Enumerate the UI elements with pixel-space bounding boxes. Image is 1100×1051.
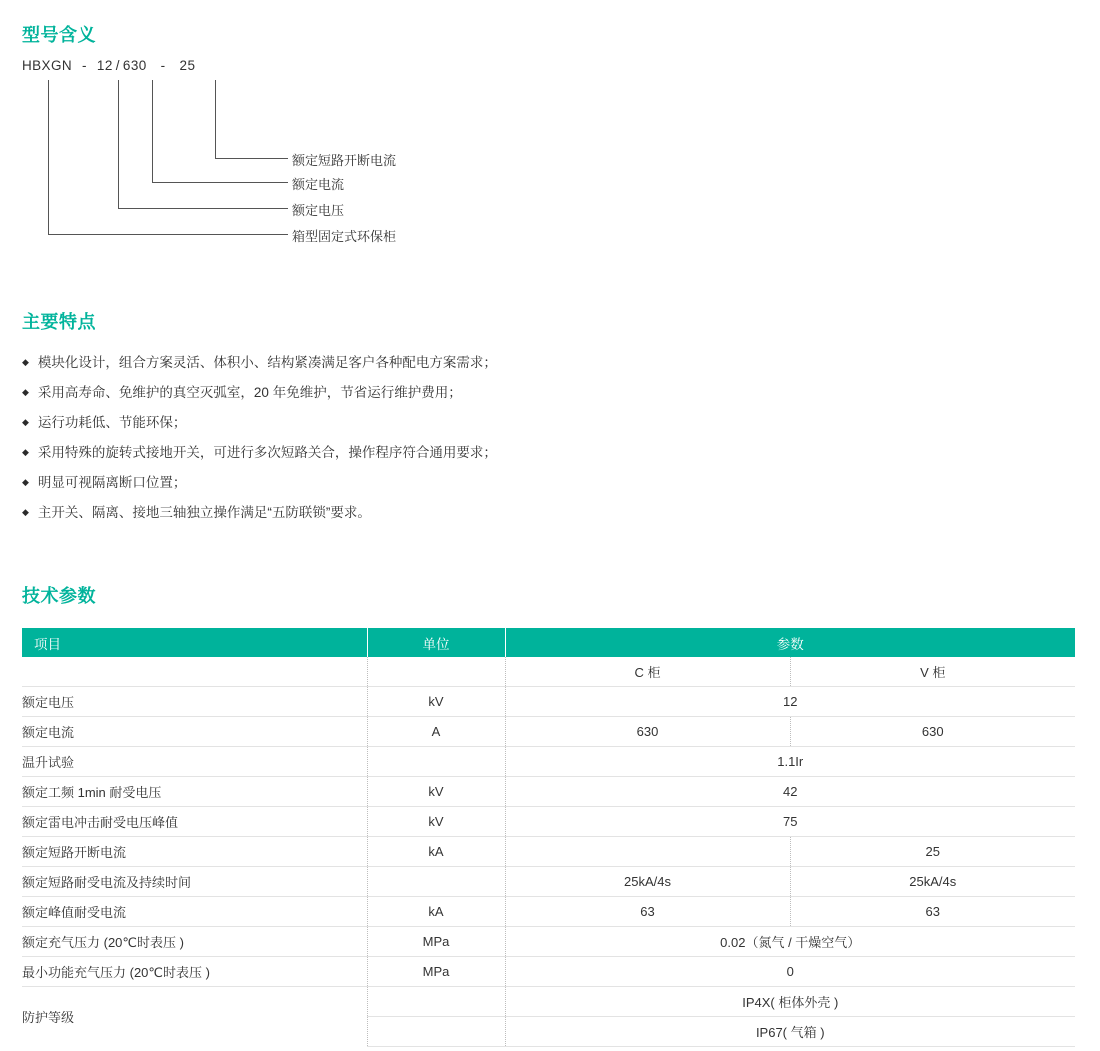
row-value: 42 xyxy=(505,777,1075,807)
row-unit: kA xyxy=(367,897,505,927)
table-row xyxy=(22,897,1075,927)
model-code-dash2: - xyxy=(160,58,166,73)
row-unit: MPa xyxy=(367,957,505,987)
feature-text: 运行功耗低、节能环保； xyxy=(37,415,187,430)
row-item: 额定短路耐受电流及持续时间 xyxy=(22,867,367,897)
leader-line-v-current xyxy=(152,80,153,182)
row-value-v: 25kA/4s xyxy=(790,867,1075,897)
leader-line-v-type xyxy=(48,80,49,234)
list-item xyxy=(22,438,1022,468)
diamond-bullet-icon: ◆ xyxy=(22,357,29,367)
leader-line-h-breaking xyxy=(215,158,288,159)
row-unit: kV xyxy=(367,807,505,837)
table-row xyxy=(22,957,1075,987)
row-item: 额定电流 xyxy=(22,717,367,747)
col-header-item: 项目 xyxy=(22,628,367,657)
table-row xyxy=(22,717,1075,747)
row-unit: kA xyxy=(367,837,505,867)
row-value-protection-gasbox: IP67( 气箱 ) xyxy=(505,1017,1075,1047)
feature-text: 采用高寿命、免维护的真空灭弧室，20 年免维护，节省运行维护费用； xyxy=(37,385,462,400)
row-value: 75 xyxy=(505,807,1075,837)
model-code-string xyxy=(22,58,195,73)
table-subheader-row xyxy=(22,657,1075,687)
list-item xyxy=(22,378,1022,408)
row-value-c: 630 xyxy=(505,717,790,747)
table-row xyxy=(22,747,1075,777)
table-row xyxy=(22,687,1075,717)
row-unit xyxy=(367,1017,505,1047)
subheader-v-cabinet: V 柜 xyxy=(790,657,1075,687)
subheader-item xyxy=(22,657,367,687)
leader-line-v-breaking xyxy=(215,80,216,158)
row-item: 额定电压 xyxy=(22,687,367,717)
diamond-bullet-icon: ◆ xyxy=(22,387,29,397)
row-unit xyxy=(367,867,505,897)
row-item: 额定雷电冲击耐受电压峰值 xyxy=(22,807,367,837)
row-item: 额定短路开断电流 xyxy=(22,837,367,867)
spec-table-container xyxy=(22,628,1075,1047)
model-code-diagram xyxy=(22,58,542,258)
spec-table xyxy=(22,628,1075,1047)
feature-text: 明显可视隔离断口位置； xyxy=(37,475,187,490)
section-title-features: 主要特点 xyxy=(22,312,96,332)
leader-line-v-voltage xyxy=(118,80,119,208)
list-item xyxy=(22,408,1022,438)
table-row xyxy=(22,807,1075,837)
model-code-name: HBXGN xyxy=(22,58,73,73)
row-value-v: 25 xyxy=(790,837,1075,867)
model-code-dash1: - xyxy=(82,58,87,73)
row-value: 0 xyxy=(505,957,1075,987)
leader-line-h-type xyxy=(48,234,288,235)
row-value-c: 25kA/4s xyxy=(505,867,790,897)
row-item-protection: 防护等级 xyxy=(22,987,367,1047)
diamond-bullet-icon: ◆ xyxy=(22,417,29,427)
leader-label-current: 额定电流 xyxy=(292,177,345,192)
row-item: 温升试验 xyxy=(22,747,367,777)
list-item xyxy=(22,468,1022,498)
row-value-c xyxy=(505,837,790,867)
features-list xyxy=(22,348,1022,528)
row-unit: kV xyxy=(367,777,505,807)
model-code-current: 630 xyxy=(122,58,147,73)
row-item: 最小功能充气压力 (20℃时表压 ) xyxy=(22,957,367,987)
leader-label-type: 箱型固定式环保柜 xyxy=(292,229,397,244)
row-item: 额定峰值耐受电流 xyxy=(22,897,367,927)
row-value: 12 xyxy=(505,687,1075,717)
model-code-voltage: 12 xyxy=(96,58,113,73)
row-value-v: 630 xyxy=(790,717,1075,747)
row-unit xyxy=(367,747,505,777)
table-header-row xyxy=(22,628,1075,657)
diamond-bullet-icon: ◆ xyxy=(22,477,29,487)
row-unit xyxy=(367,987,505,1017)
model-code-breaking: 25 xyxy=(179,58,196,73)
feature-text: 模块化设计，组合方案灵活、体积小、结构紧凑满足客户各种配电方案需求； xyxy=(37,355,497,370)
diamond-bullet-icon: ◆ xyxy=(22,447,29,457)
leader-label-voltage: 额定电压 xyxy=(292,203,345,218)
subheader-c-cabinet: C 柜 xyxy=(505,657,790,687)
table-row xyxy=(22,867,1075,897)
feature-text: 主开关、隔离、接地三轴独立操作满足“五防联锁”要求。 xyxy=(37,505,371,520)
row-unit: A xyxy=(367,717,505,747)
section-title-specs: 技术参数 xyxy=(22,586,96,606)
leader-label-breaking: 额定短路开断电流 xyxy=(292,153,397,168)
leader-line-h-current xyxy=(152,182,288,183)
subheader-unit xyxy=(367,657,505,687)
col-header-param: 参数 xyxy=(505,628,1075,657)
diamond-bullet-icon: ◆ xyxy=(22,507,29,517)
section-title-model: 型号含义 xyxy=(22,25,96,45)
model-code-slash: / xyxy=(115,58,120,73)
leader-line-h-voltage xyxy=(118,208,288,209)
table-row xyxy=(22,987,1075,1017)
table-row xyxy=(22,837,1075,867)
row-item: 额定工频 1min 耐受电压 xyxy=(22,777,367,807)
row-item: 额定充气压力 (20℃时表压 ) xyxy=(22,927,367,957)
feature-text: 采用特殊的旋转式接地开关，可进行多次短路关合，操作程序符合通用要求； xyxy=(37,445,497,460)
row-value: 1.1Ir xyxy=(505,747,1075,777)
table-row xyxy=(22,777,1075,807)
row-unit: kV xyxy=(367,687,505,717)
row-value-protection-enclosure: IP4X( 柜体外壳 ) xyxy=(505,987,1075,1017)
list-item xyxy=(22,498,1022,528)
row-value: 0.02（氮气 / 干燥空气） xyxy=(505,927,1075,957)
col-header-unit: 单位 xyxy=(367,628,505,657)
row-value-c: 63 xyxy=(505,897,790,927)
row-unit: MPa xyxy=(367,927,505,957)
table-row xyxy=(22,927,1075,957)
row-value-v: 63 xyxy=(790,897,1075,927)
list-item xyxy=(22,348,1022,378)
